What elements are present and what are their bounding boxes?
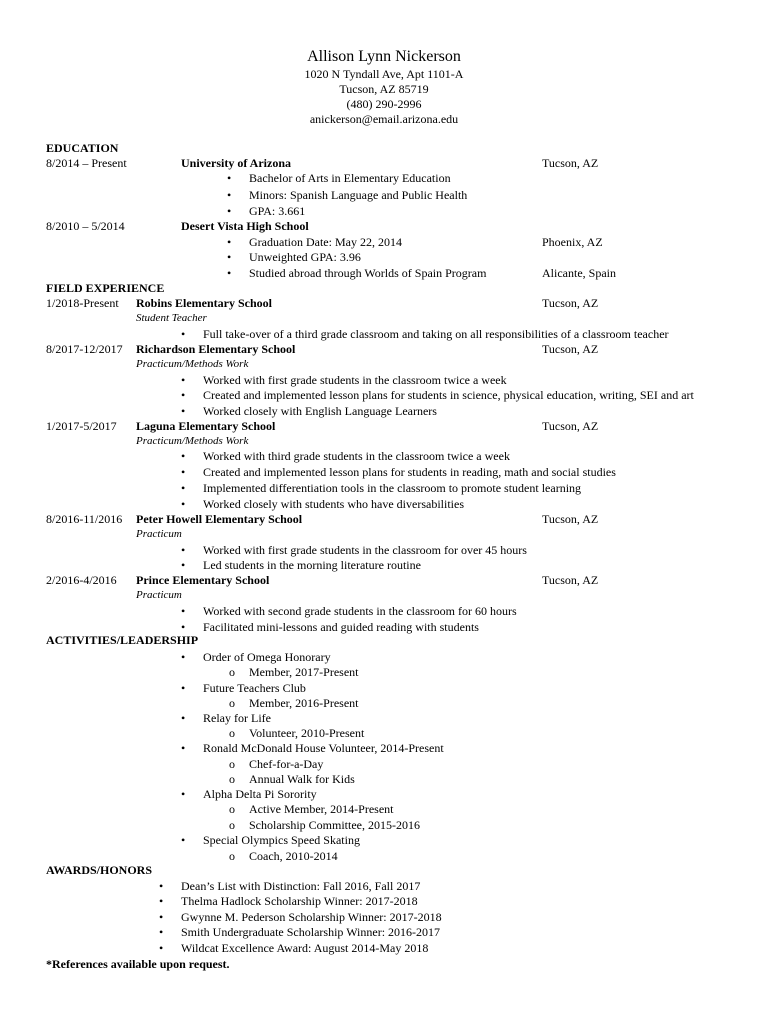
field-5-role: Practicum xyxy=(136,589,182,601)
field-2-bullet: • Created and implemented lesson plans for students in science, physical education, writing, SEI and art xyxy=(203,388,694,403)
edu-1-bullet: • GPA: 3.661 xyxy=(249,204,305,219)
activity-sub-item: o Annual Walk for Kids xyxy=(249,772,355,787)
activity-sub-item: o Member, 2017-Present xyxy=(249,665,359,680)
field-5-location: Tucson, AZ xyxy=(542,573,599,587)
email: anickerson@email.arizona.edu xyxy=(309,112,459,126)
field-2-dates: 8/2017-12/2017 xyxy=(46,342,123,356)
field-3-role: Practicum/Methods Work xyxy=(136,435,249,447)
field-2-bullet: • Worked closely with English Language Learners xyxy=(203,404,437,419)
edu-1-school: University of Arizona xyxy=(181,156,291,170)
field-3-location: Tucson, AZ xyxy=(542,419,599,433)
activity-sub-item: o Active Member, 2014-Present xyxy=(249,802,393,817)
activity-sub-item: o Scholarship Committee, 2015-2016 xyxy=(249,818,420,833)
field-1-dates: 1/2018-Present xyxy=(46,296,119,310)
field-4-dates: 8/2016-11/2016 xyxy=(46,512,123,526)
field-4-role: Practicum xyxy=(136,528,182,540)
award-item: • Gwynne M. Pederson Scholarship Winner: 2017-2018 xyxy=(181,910,442,925)
field-4-location: Tucson, AZ xyxy=(542,512,599,526)
field-3-school: Laguna Elementary School xyxy=(136,419,276,433)
field-4-bullet: • Worked with first grade students in the classroom for over 45 hours xyxy=(203,543,527,558)
edu-1-bullet: • Bachelor of Arts in Elementary Education xyxy=(249,171,451,186)
field-5-school: Prince Elementary School xyxy=(136,573,270,587)
activity-item: • Order of Omega Honorary xyxy=(203,650,331,665)
activity-sub-item: o Coach, 2010-2014 xyxy=(249,849,338,864)
field-2-bullet: • Worked with first grade students in the classroom twice a week xyxy=(203,373,507,388)
field-2-school: Richardson Elementary School xyxy=(136,342,296,356)
edu-2-location: Phoenix, AZ xyxy=(542,235,603,249)
field-2-role: Practicum/Methods Work xyxy=(136,358,249,370)
phone: (480) 290-2996 xyxy=(346,97,422,111)
edu-2-location: Alicante, Spain xyxy=(542,266,616,280)
award-item: • Wildcat Excellence Award: August 2014-May 2018 xyxy=(181,941,428,956)
edu-2-bullet: • Studied abroad through Worlds of Spain Program xyxy=(249,266,486,281)
activity-sub-item: o Volunteer, 2010-Present xyxy=(249,726,364,741)
references-note: *References available upon request. xyxy=(46,957,230,971)
field-1-bullet: • Full take-over of a third grade classroom and taking on all responsibilities of a classroom teacher xyxy=(203,327,669,342)
activity-item: • Relay for Life xyxy=(203,711,271,726)
activity-item: • Future Teachers Club xyxy=(203,681,306,696)
edu-2-dates: 8/2010 – 5/2014 xyxy=(46,219,125,233)
award-item: • Dean’s List with Distinction: Fall 2016, Fall 2017 xyxy=(181,879,420,894)
award-item: • Thelma Hadlock Scholarship Winner: 2017-2018 xyxy=(181,894,418,909)
edu-1-dates: 8/2014 – Present xyxy=(46,156,127,170)
activity-item: • Ronald McDonald House Volunteer, 2014-Present xyxy=(203,741,444,756)
field-1-location: Tucson, AZ xyxy=(542,296,599,310)
awards-heading: AWARDS/HONORS xyxy=(46,863,153,877)
edu-1-location: Tucson, AZ xyxy=(542,156,599,170)
activity-item: • Special Olympics Speed Skating xyxy=(203,833,360,848)
resume-name: Allison Lynn Nickerson xyxy=(307,48,461,65)
field-3-bullet: • Worked closely with students who have diversabilities xyxy=(203,497,464,512)
edu-1-bullet: • Minors: Spanish Language and Public Health xyxy=(249,188,467,203)
field-4-school: Peter Howell Elementary School xyxy=(136,512,303,526)
edu-2-bullet: • Graduation Date: May 22, 2014 xyxy=(249,235,402,250)
address-line-2: Tucson, AZ 85719 xyxy=(339,82,429,96)
field-3-bullet: • Implemented differentiation tools in the classroom to promote student learning xyxy=(203,481,581,496)
edu-2-school: Desert Vista High School xyxy=(181,219,309,233)
field-1-role: Student Teacher xyxy=(136,312,207,324)
field-heading: FIELD EXPERIENCE xyxy=(46,281,165,295)
field-5-bullet: • Facilitated mini-lessons and guided reading with students xyxy=(203,620,479,635)
address-line-1: 1020 N Tyndall Ave, Apt 1101-A xyxy=(304,67,464,81)
activity-sub-item: o Member, 2016-Present xyxy=(249,696,359,711)
activity-sub-item: o Chef-for-a-Day xyxy=(249,757,323,772)
field-3-bullet: • Worked with third grade students in the classroom twice a week xyxy=(203,449,510,464)
field-4-bullet: • Led students in the morning literature routine xyxy=(203,558,421,573)
field-5-bullet: • Worked with second grade students in the classroom for 60 hours xyxy=(203,604,517,619)
field-3-bullet: • Created and implemented lesson plans for students in reading, math and social studies xyxy=(203,465,616,480)
field-2-location: Tucson, AZ xyxy=(542,342,599,356)
activities-heading: ACTIVITIES/LEADERSHIP xyxy=(46,633,199,647)
field-1-school: Robins Elementary School xyxy=(136,296,273,310)
award-item: • Smith Undergraduate Scholarship Winner: 2016-2017 xyxy=(181,925,440,940)
education-heading: EDUCATION xyxy=(46,141,119,155)
edu-2-bullet: • Unweighted GPA: 3.96 xyxy=(249,250,361,265)
activity-item: • Alpha Delta Pi Sorority xyxy=(203,787,317,802)
field-5-dates: 2/2016-4/2016 xyxy=(46,573,117,587)
field-3-dates: 1/2017-5/2017 xyxy=(46,419,117,433)
